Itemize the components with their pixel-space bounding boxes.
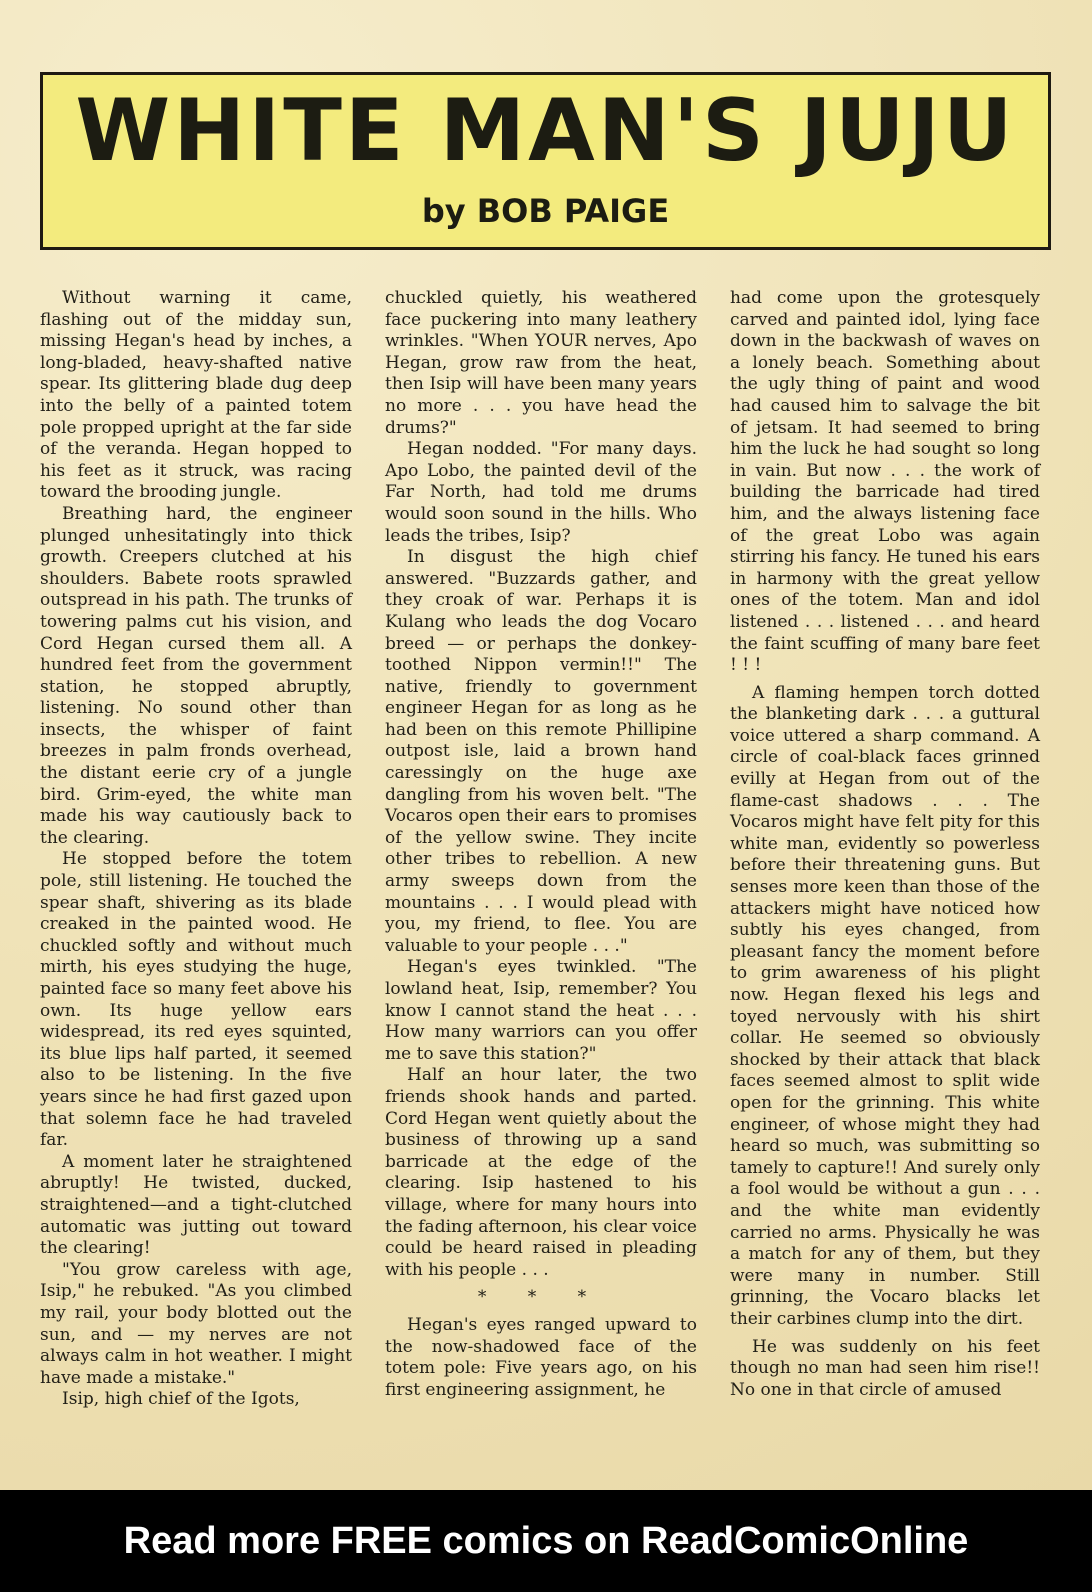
- paragraph: A moment later he straightened abruptly! He twisted, ducked, straightened—and a tight-clutched automatic was jutting out toward the clearing!: [40, 1151, 352, 1259]
- paragraph: chuckled quietly, his weathered face puckering into many leathery wrinkles. "When YOUR nerves, Apo Hegan, grow raw from the heat, then Isip will have been many years no more . . . you have head the drums?": [385, 288, 697, 438]
- paragraph: Hegan's eyes ranged upward to the now-shadowed face of the totem pole: Five years ago, on his first engineering assignment, he: [385, 1314, 697, 1400]
- text-column-1: [40, 288, 352, 1411]
- paragraph: In disgust the high chief answered. "Buzzards gather, and they croak of war. Perhaps it is Kulang who leads the dog Vocaro breed — or perhaps the donkey-toothed Nippon vermin!!" The native, friendly to government engineer Hegan for as long as he had been on this remote Phillipine outpost isle, laid a brown hand caressingly on the huge axe dangling from his woven belt. "The Vocaros open their ears to promises of the yellow swine. They incite other tribes to rebellion. A new army sweeps down from the mountains . . . I would plead with you, my friend, to flee. You are valuable to your people . . .": [385, 547, 697, 956]
- paragraph: A flaming hempen torch dotted the blanketing dark . . . a guttural voice uttered a sharp command. A circle of coal-black faces grinned evilly at Hegan from out of the flame-cast shadows . . . The Vocaros might have felt pity for this white man, evidently so powerless before their threatening guns. But senses more keen than those of the attackers might have noticed how subtly his eyes changed, from pleasant fancy the moment before to grim awareness of his plight now. Hegan flexed his legs and toyed nervously with his shirt collar. He seemed so obviously shocked by their attack that black faces seemed almost to split wide open for the grinning. This white engineer, of whose might they had heard so much, was submitting so tamely to capture!! And surely only a fool would be without a gun . . . and the white man evidently carried no arms. Physically he was a match for any of them, but they were many in number. Still grinning, the Vocaro blacks let their carbines clump into the dirt.: [730, 682, 1040, 1329]
- paragraph: Without warning it came, flashing out of the midday sun, missing Hegan's head by inches, a long-bladed, heavy-shafted native spear. Its glittering blade dug deep into the belly of a painted totem pole propped upright at the far side of the veranda. Hegan hopped to his feet as it struck, was racing toward the brooding jungle.: [40, 288, 352, 503]
- paragraph: Hegan's eyes twinkled. "The lowland heat, Isip, remember? You know I cannot stand the heat . . . How many warriors can you offer me to save this station?": [385, 957, 697, 1064]
- section-separator: * * *: [477, 1287, 605, 1308]
- paragraph: Hegan nodded. "For many days. Apo Lobo, the painted devil of the Far North, had told me drums would soon sound in the hills. Who leads the tribes, Isip?: [385, 439, 697, 546]
- story-byline: by BOB PAIGE: [421, 192, 670, 230]
- paragraph: He stopped before the totem pole, still listening. He touched the spear shaft, shivering as its blade creaked in the painted wood. He chuckled softly and without much mirth, his eyes studying the huge, painted face so many feet above his own. Its huge yellow ears widespread, its red eyes squinted, its blue lips half parted, it seemed also to be listening. In the five years since he had first gazed upon that solemn face he had traveled far.: [40, 849, 352, 1151]
- paragraph: Isip, high chief of the Igots,: [62, 1389, 300, 1410]
- story-title: WHITE MAN'S JUJU: [75, 81, 1016, 181]
- title-banner: [40, 72, 1051, 250]
- paragraph: had come upon the grotesquely carved and painted idol, lying face down in the backwash of waves on a lonely beach. Something about the ugly thing of paint and wood had caused him to salvage the bit of jetsam. It had seemed to bring him the luck he had sought so long in vain. But now . . . the work of building the barricade had tired him, and the always listening face of the great Lobo was again stirring his fancy. He tuned his ears in harmony with the great yellow ones of the totem. Man and idol listened . . . listened . . . and heard the faint scuffing of many bare feet ! ! !: [730, 288, 1040, 676]
- paragraph: Half an hour later, the two friends shook hands and parted. Cord Hegan went quietly about the business of throwing up a sand barricade at the edge of the clearing. Isip hastened to his village, where for many hours into the fading afternoon, his clear voice could be heard raised in pleading with his people . . .: [385, 1065, 697, 1280]
- promo-footer-text[interactable]: Read more FREE comics on ReadComicOnline: [123, 1519, 969, 1562]
- text-column-3: [730, 288, 1040, 1401]
- text-column-2: [385, 288, 697, 1401]
- promo-footer-banner[interactable]: [0, 1490, 1092, 1592]
- paragraph: He was suddenly on his feet though no man had seen him rise!! No one in that circle of amused: [730, 1336, 1040, 1400]
- paragraph: "You grow careless with age, Isip," he rebuked. "As you climbed my rail, your body blotted out the sun, and — my nerves are not always calm in hot weather. I might have made a mistake.": [40, 1259, 352, 1388]
- paragraph: Breathing hard, the engineer plunged unhesitatingly into thick growth. Creepers clutched at his shoulders. Babete roots sprawled outspread in his path. The trunks of towering palms cut his vision, and Cord Hegan cursed them all. A hundred feet from the government station, he stopped abruptly, listening. No sound other than insects, the whisper of faint breezes in palm fronds overhead, the distant eerie cry of a jungle bird. Grim-eyed, the white man made his way cautiously back to the clearing.: [40, 503, 352, 848]
